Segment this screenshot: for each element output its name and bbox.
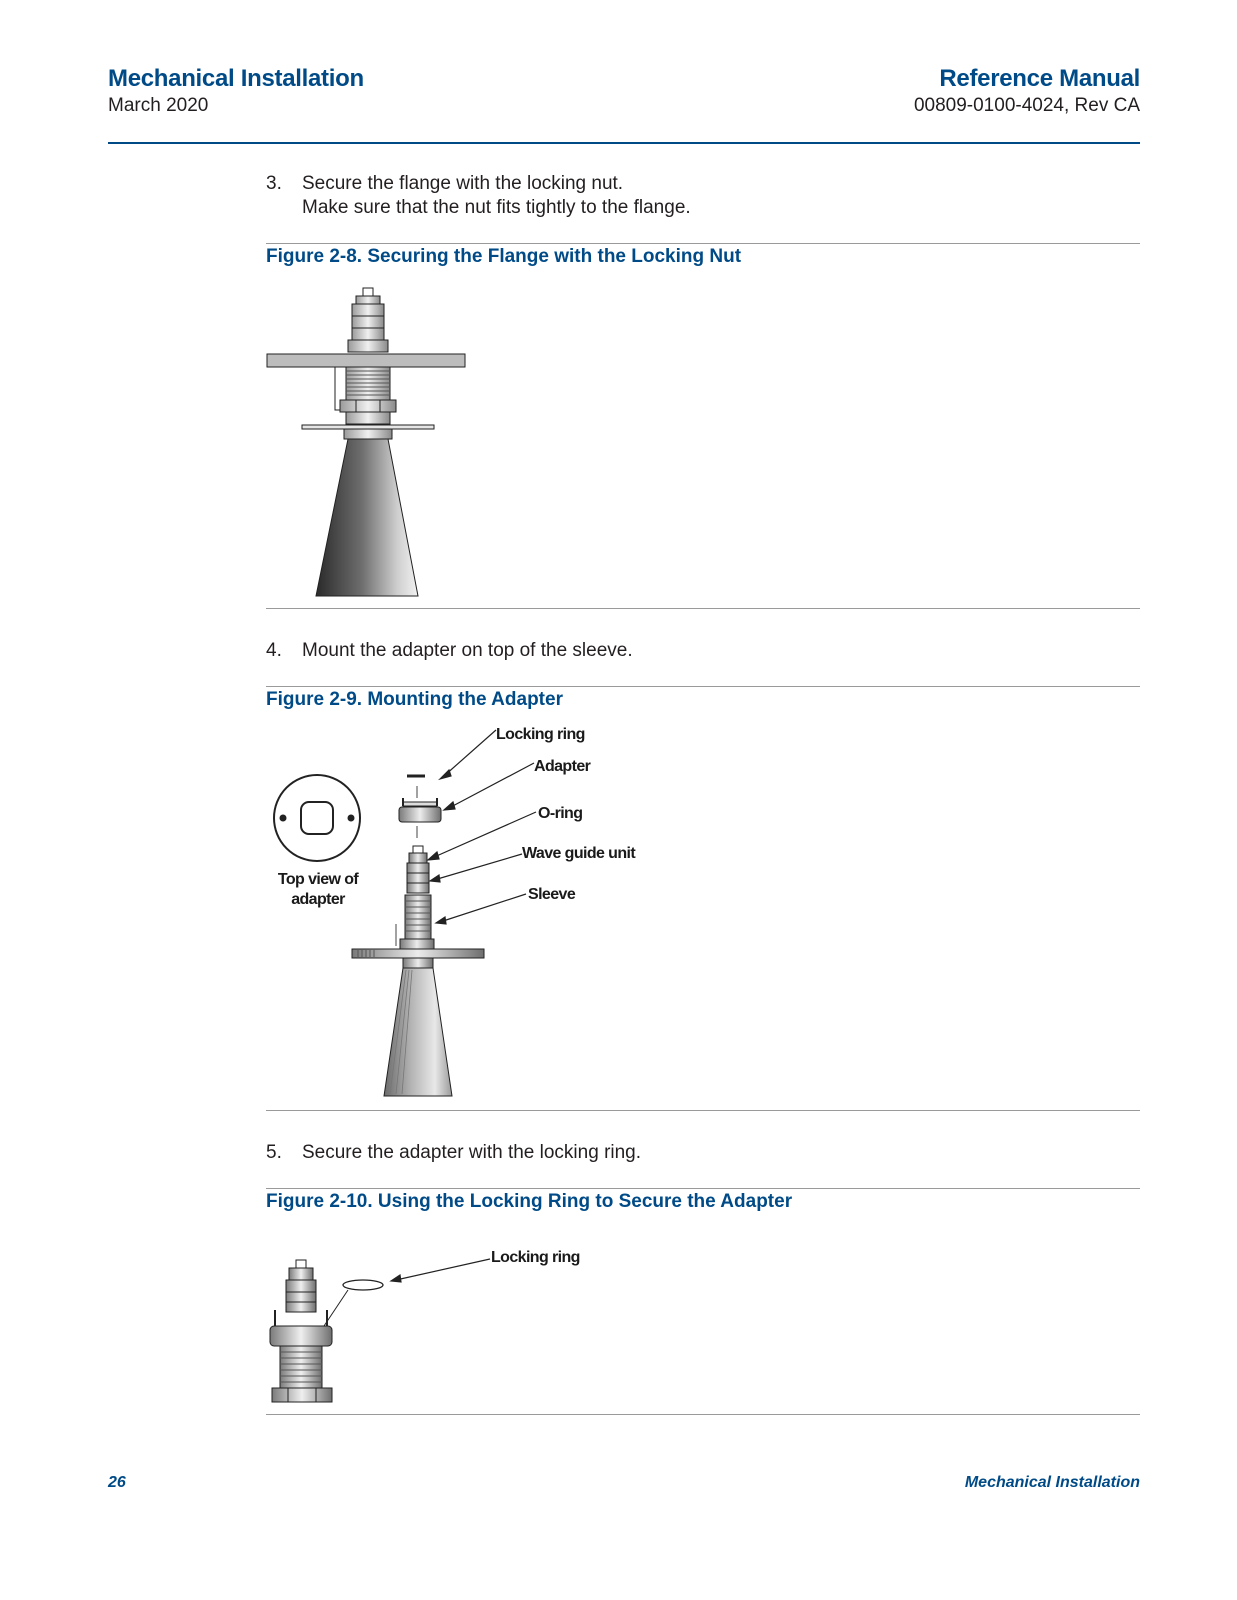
figure-2-9-illustration <box>266 718 666 1102</box>
step-5 <box>266 1141 641 1165</box>
label-o-ring: O-ring <box>538 805 583 822</box>
figure-2-10-caption: Figure 2-10. Using the Locking Ring to Secure the Adapter <box>266 1191 793 1212</box>
label-adapter: Adapter <box>534 758 591 775</box>
figure-top-rule <box>266 243 1140 244</box>
figure-bottom-rule <box>266 608 1140 609</box>
label-locking-ring: Locking ring <box>496 726 585 743</box>
step-text: Secure the adapter with the locking ring. <box>302 1142 642 1163</box>
step-text: Mount the adapter on top of the sleeve. <box>302 640 633 661</box>
step-number: 5. <box>266 1142 282 1163</box>
label-sleeve: Sleeve <box>528 886 576 903</box>
footer-section: Mechanical Installation <box>964 1474 1140 1491</box>
header-rule <box>108 142 1140 144</box>
page-header-right <box>914 64 1140 118</box>
manual-title: Reference Manual <box>939 65 1140 92</box>
figure-2-8-caption: Figure 2-8. Securing the Flange with the Locking Nut <box>266 246 742 267</box>
page-number: 26 <box>108 1474 126 1491</box>
section-title: Mechanical Installation <box>108 65 364 92</box>
step-number: 4. <box>266 640 282 661</box>
figure-top-rule <box>266 686 1140 687</box>
page-header-left <box>108 64 364 118</box>
label-locking-ring: Locking ring <box>491 1249 580 1266</box>
figure-bottom-rule <box>266 1110 1140 1111</box>
top-view-label-line1: Top view of <box>277 871 359 888</box>
step-3 <box>266 172 691 220</box>
top-view-label-line2: adapter <box>291 891 345 908</box>
adapter-top-view <box>274 775 360 861</box>
figure-2-9-caption: Figure 2-9. Mounting the Adapter <box>266 689 563 710</box>
figure-bottom-rule <box>266 1414 1140 1415</box>
step-4 <box>266 639 633 663</box>
document-number: 00809-0100-4024, Rev CA <box>913 95 1140 116</box>
step-number: 3. <box>266 173 282 194</box>
step-continuation: Make sure that the nut fits tightly to the flange. <box>302 197 691 218</box>
publication-date: March 2020 <box>108 95 209 116</box>
figure-2-10-illustration <box>266 1240 596 1406</box>
step-text: Secure the flange with the locking nut. <box>302 173 624 194</box>
label-wave-guide-unit: Wave guide unit <box>522 845 636 862</box>
figure-top-rule <box>266 1188 1140 1189</box>
figure-2-8-illustration <box>260 282 480 604</box>
